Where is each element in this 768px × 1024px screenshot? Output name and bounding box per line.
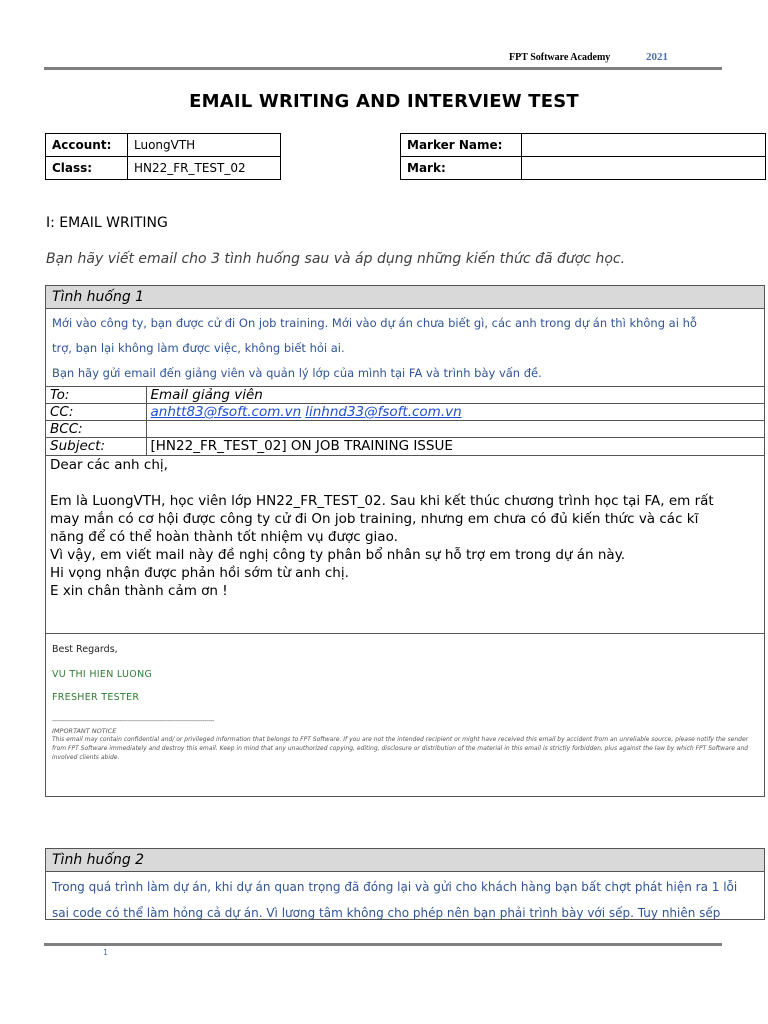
signature-role: FRESHER TESTER — [52, 691, 140, 703]
mark-row — [401, 157, 766, 180]
to-field[interactable]: Email giảng viên — [146, 387, 764, 404]
section-title: I: EMAIL WRITING — [46, 215, 168, 231]
account-value: LuongVTH — [128, 134, 281, 157]
marker-name-value[interactable] — [522, 134, 766, 157]
case-1-desc-line: Mới vào công ty, bạn được cử đi On job training. Mới vào dự án chưa biết gì, các anh trong dự án thì không ai hỗ — [52, 316, 697, 330]
case-1-description — [46, 309, 764, 386]
case-2-desc-line: Trong quá trình làm dự án, khi dự án quan trọng đã đóng lại và gửi cho khách hàng bạn bất chợt phát hiện ra 1 lỗi — [52, 880, 738, 894]
account-label: Account: — [46, 134, 128, 157]
to-label: To: — [46, 387, 146, 404]
bcc-field[interactable] — [146, 421, 764, 438]
cc-row — [46, 404, 764, 421]
cc-field[interactable] — [146, 404, 764, 421]
email-body-line: Hi vọng nhận được phản hồi sớm từ anh chị. — [50, 564, 349, 581]
case-1-box — [45, 285, 765, 797]
email-body-line: Vì vậy, em viết mail này đề nghị công ty phân bổ nhân sự hỗ trợ em trong dự án này. — [50, 546, 626, 563]
marker-name-row — [401, 134, 766, 157]
mark-label: Mark: — [401, 157, 522, 180]
class-row — [46, 157, 281, 180]
class-value: HN22_FR_TEST_02 — [128, 157, 281, 180]
email-header-table — [46, 386, 764, 455]
signature-name: VU THI HIEN LUONG — [52, 668, 153, 680]
case-2-box — [45, 848, 765, 920]
class-label: Class: — [46, 157, 128, 180]
email-body-line: Em là LuongVTH, học viên lớp HN22_FR_TEST_02. Sau khi kết thúc chương trình học tại FA, em rất — [50, 492, 714, 509]
case-2-desc-line: sai code có thể làm hỏng cả dự án. Vì lương tâm không cho phép nên bạn phải trình bày với sếp. Tuy nhiên sếp — [52, 906, 721, 920]
account-info-table — [45, 133, 281, 180]
case-1-heading: Tình huống 1 — [46, 286, 764, 309]
header-year: 2021 — [646, 51, 668, 63]
email-body[interactable] — [46, 455, 764, 633]
cc-label: CC: — [46, 404, 146, 421]
email-body-line: năng để có thể hoàn thành tốt nhiệm vụ được giao. — [50, 528, 398, 545]
header-divider — [44, 67, 722, 70]
subject-field[interactable]: [HN22_FR_TEST_02] ON JOB TRAINING ISSUE — [146, 438, 764, 455]
to-row — [46, 387, 764, 404]
case-2-description — [46, 872, 764, 920]
email-body-line: E xin chân thành cảm ơn ! — [50, 582, 228, 599]
bcc-row — [46, 421, 764, 438]
bcc-label: BCC: — [46, 421, 146, 438]
page-number: 1 — [103, 948, 109, 957]
mark-value[interactable] — [522, 157, 766, 180]
notice-title: IMPORTANT NOTICE — [52, 726, 117, 735]
subject-row — [46, 438, 764, 455]
section-intro: Bạn hãy viết email cho 3 tình huống sau và áp dụng những kiến thức đã được học. — [46, 251, 626, 267]
cc-email-link[interactable]: linhnd33@fsoft.com.vn — [305, 404, 462, 420]
header-org: FPT Software Academy — [509, 52, 611, 63]
subject-label: Subject: — [46, 438, 146, 455]
case-1-desc-line: Bạn hãy gửi email đến giảng viên và quản lý lớp của mình tại FA và trình bày vấn đề. — [52, 366, 542, 380]
case-2-heading: Tình huống 2 — [46, 849, 764, 872]
email-body-line: Dear các anh chị, — [50, 456, 168, 473]
notice-text: This email may contain confidential and/ or privileged information that belongs to FPT Software. If you are not the intended recipient or might have received this email by accident from an unreliable source, please notify the sender from FPT Software immediately and destroy this email. Keep in mind that any unauthorized copying, editing, disclosure or distribution of the material in this email is strictly forbidden, plus against the law by which FPT Software and involved clients abide. — [52, 735, 749, 761]
marker-info-table — [400, 133, 766, 180]
footer-divider — [44, 943, 722, 946]
signature-divider: -------------------------------------------------------------------------------- — [52, 716, 215, 725]
marker-name-label: Marker Name: — [401, 134, 522, 157]
case-1-desc-line: trợ, bạn lại không làm được việc, không biết hỏi ai. — [52, 341, 345, 355]
signature-regards: Best Regards, — [52, 643, 118, 655]
page-title: EMAIL WRITING AND INTERVIEW TEST — [189, 91, 579, 112]
email-body-line: may mắn có cơ hội được công ty cử đi On job training, nhưng em chưa có đủ kiến thức và các kĩ — [50, 510, 699, 527]
email-signature — [46, 633, 764, 796]
account-row — [46, 134, 281, 157]
cc-email-link[interactable]: anhtt83@fsoft.com.vn — [150, 404, 302, 420]
